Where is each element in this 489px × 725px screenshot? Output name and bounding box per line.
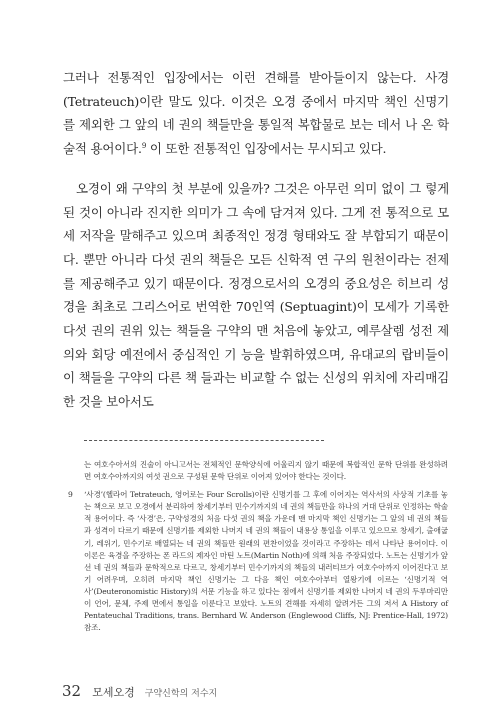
footnote-ref-9[interactable]: 9 [141, 141, 147, 150]
p2-line-7: (Septuagint)이 모세가 기록한 다섯 권의 권위 있는 책들을 구약의 맨 [63, 299, 449, 339]
page-number: 32 [62, 682, 82, 700]
p2-line-1: 오경이 왜 구약의 첫 부분에 있을까? 그것은 아무런 의미 없이 그 [76, 180, 422, 196]
paragraph-1 [63, 66, 449, 161]
p2-line-8: 처음에 놓았고, 예루살렘 성전 제의와 회당 예전에서 중심적인 기 [63, 323, 449, 362]
footer-book-title: 구약신학의 저수지 [144, 689, 218, 699]
p2-line-9: 능을 발휘하였으며, 유대교의 랍비들이 이 책들을 구약의 다른 책 [63, 346, 449, 386]
p1-line-1: 그러나 전통적인 입장에서는 이런 견해를 받아들이지 않는다. 사경 [63, 70, 449, 85]
paragraph-2 [63, 177, 449, 414]
p2-line-5: 구의 원천이라는 전제를 제공해주고 있기 때문이다. 정경으로서의 [63, 251, 449, 291]
p2-line-2: 렇게 된 것이 아니라 진지한 의미가 그 속에 담겨져 있다. 그게 전 [63, 180, 449, 220]
p2-line-3: 통적으로 모세 저작을 말해주고 있으며 최종적인 정경 형태와도 잘 [63, 204, 450, 244]
page-footer [62, 681, 217, 700]
p2-line-10: 들과는 비교할 수 없는 신성의 위치에 자리매김한 것을 보아서도 [63, 370, 449, 410]
p1-line-3: 를 제외한 그 앞의 네 권의 책들만을 통일적 복합물로 보는 데서 나 [63, 117, 417, 133]
footnotes [68, 459, 448, 634]
p2-line-6: 오경의 중요성은 히브리 성경을 최초로 그리스어로 번역한 70인역 [63, 275, 449, 315]
p2-line-4: 부합되기 때문이다. 뿐만 아니라 다섯 권의 책들은 모든 신학적 연 [63, 228, 449, 267]
footer-series: 모세오경 [92, 686, 135, 699]
p1-line-4: 온 학술적 용어이다. [63, 117, 449, 157]
main-text [63, 66, 449, 414]
p1-line-4-end: 이 또한 전통적인 입장에서는 무시되고 있다. [146, 141, 387, 157]
footnote-9-number: 9 [68, 490, 73, 500]
p1-line-2: (Tetrateuch)이란 말도 있다. 이것은 오경 중에서 마지막 책인 신명기 [63, 93, 449, 109]
footnote-9-text: ‘사경’(헬라어 Tetrateuch, 영어로는 Four Scrolls)이란 신명기를 그 후에 이어지는 역사서의 사상적 기초를 놓는 책으로 보고 오경에서 분리하여 창세기부터 민수기까지의 네 권의 책들만을 하나의 거대 단위로 인정하는 학술적 용어이다. 즉 ‘사경’은, 구약성경의 처음 다섯 권의 책을 가운데 맨 마지막 책인 신명기는 그 앞의 네 권의 책들과 성격이 다르기 때문에 신명기를 제외한 나머지 네 권의 책들이 내용상 통일을 이루고 있으므로 창세기, 출애굽기, 레위기, 민수기로 배열되는 네 권의 책들만 원래의 편찬이었을 것이라고 주장하는 데서 나타난 용어이다. 이 이론은 육경을 주장하는 폰 라드의 제자인 마틴 노트(Martin Noth)에 의해 처음 주장되었다. 노트는 신명기가 앞선 네 권의 책들과 문학적으로 다르고, 창세기부터 민수기까지의 책들의 내러티브가 여호수아까지 이어진다고 보기 어려우며, 오히려 마지막 책인 신명기는 그 다음 책인 여호수아부터 열왕기에 이르는 ‘신명기적 역사’(Deuteronomistic History)의 서문 기능을 하고 있다는 점에서 신명기를 제외한 나머지 네 권의 두루마리만이 언어, 문체, 주제 면에서 통일을 이룬다고 보았다. 노트의 견해를 자세히 알려거든 그의 저서 A History of Pentateuchal Traditions, trans. Bernhard W. Anderson (Englewood Cliffs, NJ: Prentice-Hall, 1972) 참조. [84, 490, 448, 633]
footnote-continuation: 는 여호수아서의 진술이 아니고서는 전체적인 문학양식에 어울리지 않기 때문에 복합적인 문학 단위를 완성하려면 여호수아까지의 여섯 권으로 구성된 문학 단위로 이어져 있어야 한다는 것이다. [84, 460, 448, 482]
footnote-divider [84, 440, 324, 441]
footnote-9 [68, 489, 448, 634]
